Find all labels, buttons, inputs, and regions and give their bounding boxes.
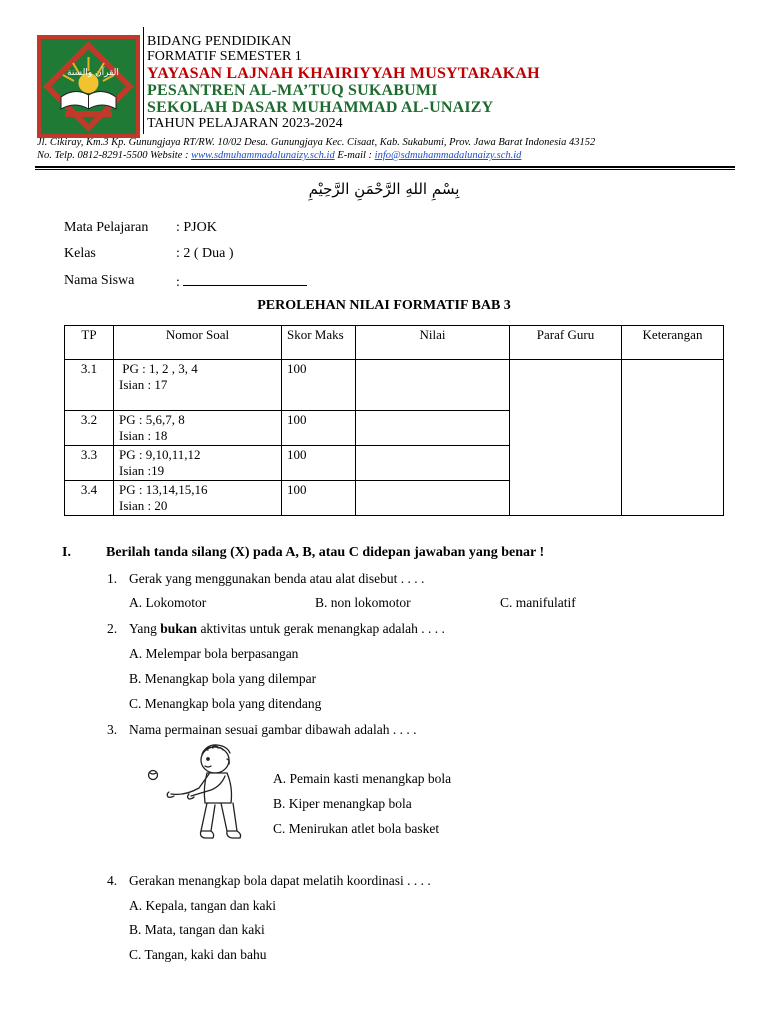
phone-text: No. Telp. 0812-8291-5500 Website : [37, 150, 192, 161]
student-name-label: Nama Siswa [64, 273, 135, 288]
tp-cell: 3.2 [65, 411, 114, 446]
option-a[interactable]: A. Lokomotor [129, 595, 207, 610]
student-name-blank[interactable] [183, 273, 307, 286]
skor-cell: 100 [282, 446, 356, 481]
child-catching-ball-illustration [145, 742, 245, 847]
option-a[interactable]: A. Pemain kasti menangkap bola [273, 771, 452, 786]
tp-cell: 3.4 [65, 481, 114, 516]
class-value: : 2 ( Dua ) [176, 246, 234, 261]
basmala: بِسْمِ اللهِ الرَّحْمَنِ الرَّحِيْمِ [308, 180, 460, 198]
pg-text: PG : 5,6,7, 8 [119, 412, 185, 427]
option-c[interactable]: C. Menirukan atlet bola basket [273, 821, 440, 836]
col-paraf-guru: Paraf Guru [510, 326, 622, 360]
header-formative: FORMATIF SEMESTER 1 [147, 49, 302, 64]
header-department: BIDANG PENDIDIKAN [147, 34, 292, 49]
table-row [65, 360, 724, 411]
question-number: 1. [107, 571, 118, 586]
keterangan-cell[interactable] [622, 360, 724, 516]
isian-text: Isian : 17 [119, 377, 168, 392]
col-tp: TP [65, 326, 114, 360]
question-text-pre: Yang [129, 621, 161, 636]
question-number: 3. [107, 722, 118, 737]
option-c[interactable]: C. Menangkap bola yang ditendang [129, 696, 322, 711]
contact-line [37, 150, 521, 161]
nomor-soal-cell [114, 360, 282, 411]
table-header-row [65, 326, 724, 360]
col-keterangan: Keterangan [622, 326, 724, 360]
header-rule-thin [35, 169, 735, 170]
col-skor-maks: Skor Maks [282, 326, 356, 360]
score-table [64, 325, 724, 516]
section-number: I. [62, 545, 71, 560]
option-c[interactable]: C. manifulatif [500, 595, 576, 610]
option-a[interactable]: A. Melempar bola berpasangan [129, 646, 299, 661]
student-name-field[interactable] [176, 273, 307, 291]
tp-cell: 3.1 [65, 360, 114, 411]
student-name-colon: : [176, 275, 180, 290]
header-foundation: YAYASAN LAJNAH KHAIRIYYAH MUSYTARAKAH [147, 65, 540, 82]
question-text: Gerak yang menggunakan benda atau alat disebut . . . . [129, 571, 425, 586]
option-a[interactable]: A. Kepala, tangan dan kaki [129, 898, 276, 913]
nomor-soal-cell [114, 481, 282, 516]
question-text-post: aktivitas untuk gerak menangkap adalah . . . . [197, 621, 445, 636]
table-title: PEROLEHAN NILAI FORMATIF BAB 3 [257, 298, 511, 313]
subject-label: Mata Pelajaran [64, 220, 149, 235]
class-label: Kelas [64, 246, 96, 261]
question-text: Nama permainan sesuai gambar dibawah adalah . . . . [129, 722, 417, 737]
option-b[interactable]: B. Menangkap bola yang dilempar [129, 671, 317, 686]
question-number: 2. [107, 621, 118, 636]
nomor-soal-cell [114, 411, 282, 446]
header-divider [143, 27, 144, 134]
skor-cell: 100 [282, 481, 356, 516]
website-link[interactable]: www.sdmuhammadalunaizy.sch.id [191, 150, 335, 161]
pg-text: PG : 1, 2 , 3, 4 [119, 361, 198, 376]
isian-text: Isian :19 [119, 463, 165, 478]
question-text [129, 621, 445, 637]
isian-text: Isian : 18 [119, 428, 168, 443]
logo-arabic-text: القرآن والسنة [67, 68, 119, 78]
header-rule [35, 166, 735, 168]
col-nilai: Nilai [356, 326, 510, 360]
header-year: TAHUN PELAJARAN 2023-2024 [147, 116, 343, 131]
header-pesantren: PESANTREN AL-MA’TUQ SUKABUMI [147, 82, 438, 99]
section-instruction: Berilah tanda silang (X) pada A, B, atau C didepan jawaban yang benar ! [106, 545, 545, 560]
paraf-guru-cell[interactable] [510, 360, 622, 516]
pg-text: PG : 13,14,15,16 [119, 482, 208, 497]
pg-text: PG : 9,10,11,12 [119, 447, 201, 462]
email-label: E-mail : [334, 150, 375, 161]
nilai-cell[interactable] [356, 446, 510, 481]
nilai-cell[interactable] [356, 411, 510, 446]
school-logo [37, 35, 140, 138]
subject-value: : PJOK [176, 220, 217, 235]
nilai-cell[interactable] [356, 481, 510, 516]
nilai-cell[interactable] [356, 360, 510, 411]
col-nomor-soal: Nomor Soal [114, 326, 282, 360]
isian-text: Isian : 20 [119, 498, 168, 513]
tp-cell: 3.3 [65, 446, 114, 481]
option-c[interactable]: C. Tangan, kaki dan bahu [129, 947, 267, 962]
address-line: Jl. Cikiray, Km.3 Kp. Gunungjaya RT/RW. 10/02 Desa. Gunungjaya Kec. Cisaat, Kab. Sukabumi, Prov. Jawa Barat Indonesia 43152 [37, 137, 596, 148]
skor-cell: 100 [282, 360, 356, 411]
header-school: SEKOLAH DASAR MUHAMMAD AL-UNAIZY [147, 99, 494, 116]
question-text: Gerakan menangkap bola dapat melatih koordinasi . . . . [129, 873, 431, 888]
question-number: 4. [107, 873, 118, 888]
option-b[interactable]: B. non lokomotor [315, 595, 411, 610]
question-text-emphasis: bukan [160, 621, 198, 636]
nomor-soal-cell [114, 446, 282, 481]
option-b[interactable]: B. Kiper menangkap bola [273, 796, 412, 811]
email-link[interactable]: info@sdmuhammadalunaizy.sch.id [374, 150, 522, 161]
skor-cell: 100 [282, 411, 356, 446]
option-b[interactable]: B. Mata, tangan dan kaki [129, 922, 265, 937]
